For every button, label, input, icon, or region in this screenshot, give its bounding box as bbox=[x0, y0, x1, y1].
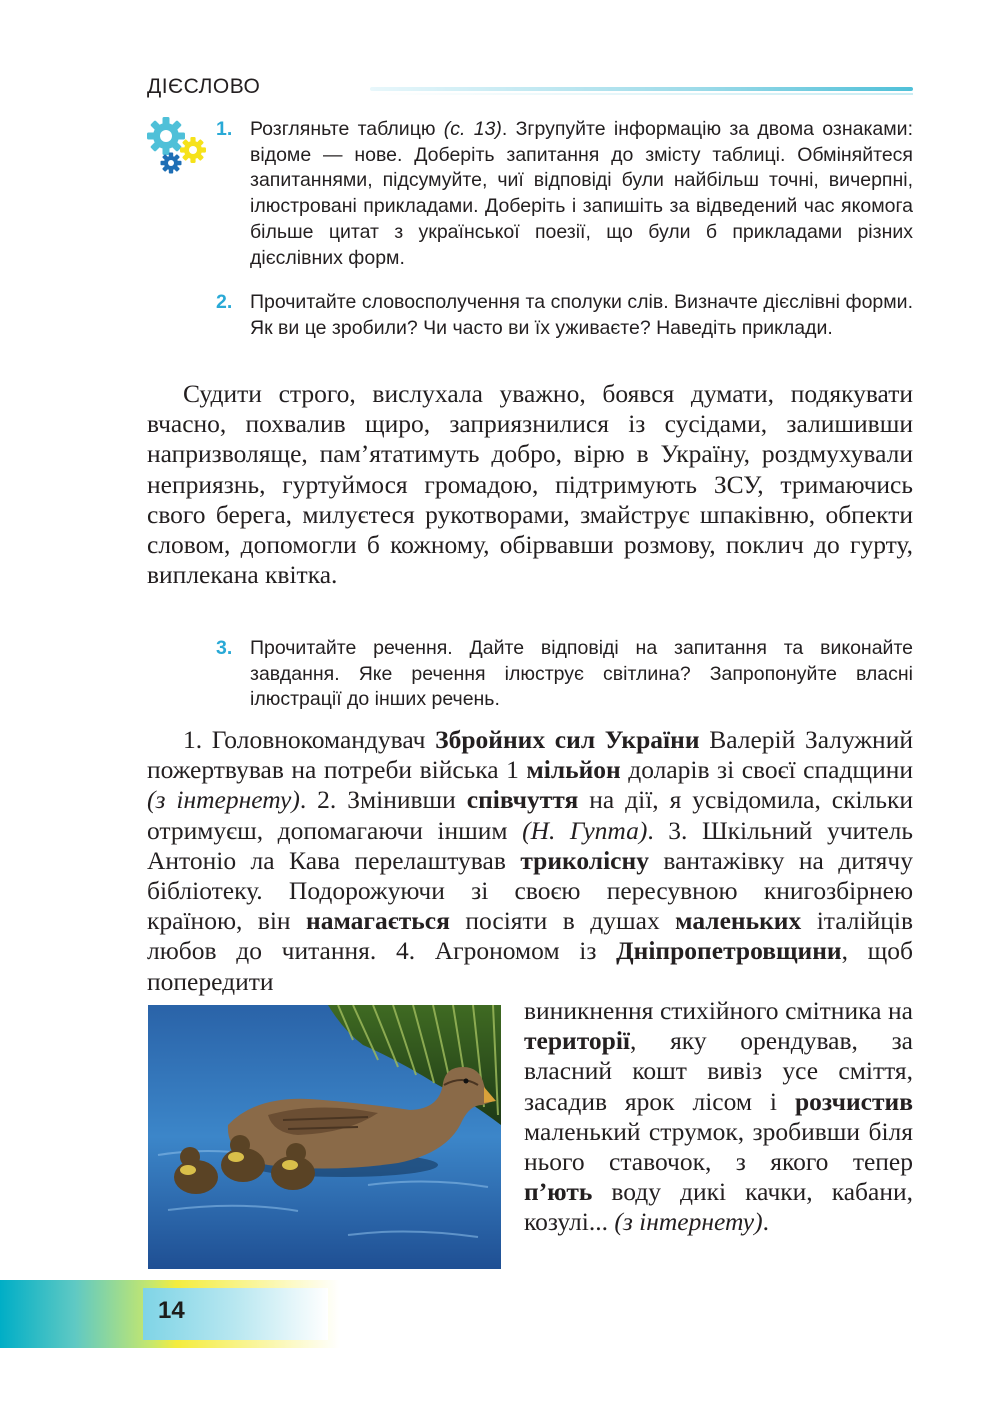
task-2 bbox=[216, 290, 913, 341]
source-citation: (Н. Гупта) bbox=[522, 815, 648, 845]
task-number: 1. bbox=[216, 118, 233, 140]
header-rule bbox=[370, 87, 913, 91]
ducks-illustration bbox=[148, 1005, 501, 1269]
source-citation: (з інтернету) bbox=[614, 1207, 763, 1237]
duck-photo bbox=[148, 1005, 501, 1269]
task-3 bbox=[216, 636, 913, 713]
header-rule-shadow bbox=[370, 93, 913, 95]
source-citation: (з інтернету) bbox=[147, 785, 300, 815]
page-reference: (с. 13) bbox=[443, 118, 502, 140]
section-title: ДІЄСЛОВО bbox=[147, 75, 261, 98]
sentences-paragraph: 1. Головнокомандувач Збройних сил України Валерій Залужний пожертвував на потреби війська 1 мільйон доларів зі своєї спадщини (з інтернету). 2. Змінивши співчуття на дії, я усвідомила, скільки отримуєш, допомагаючи іншим (Н. Гупта). 3. Шкільний учитель Антоніо ла Кава перелаштував триколісну вантажівку на дитячу бібліотеку. Подорожуючи зі своєю пересувною книгозбірнею країною, він намагається посіяти в душах маленьких італійців любов до читання. 4. Агрономом із Дніпропетровщини, щоб попередити bbox=[147, 725, 914, 996]
task-number: 2. bbox=[216, 291, 233, 313]
phrases-paragraph: Судити строго, вислухала уважно, боявся думати, подякувати вчасно, похвалив щиро, заприязнилися із сусідами, залишивши напризволяще, пам’ятатимуть добро, вірю в Україну, роздмухували неприязнь, гуртуймося громадою, підтримують ЗСУ, тримаючись свого берега, милуєтеся рукотворами, змайструє шпаківню, обпекти словом, допомогли б кожному, обірвавши розмову, поклич до гурту, виплекана квітка. bbox=[147, 379, 913, 590]
task-text: Прочитайте словосполучення та сполуки слів. Визначте дієслівні форми. Як ви це зробили? Чи часто ви їх уживаєте? Наведіть приклади. bbox=[250, 291, 913, 339]
gears-icon bbox=[146, 116, 210, 182]
page-number: 14 bbox=[158, 1297, 185, 1324]
task-text: Прочитайте речення. Дайте відповіді на запитання та виконайте завдання. Яке речення ілюструє світлина? Запропонуйте власні ілюстрації до інших речень. bbox=[250, 637, 913, 711]
sentence-4-continuation: виникнення стихійного смітника на території, яку орендував, за власний кошт вивіз усе сміття, засадив ярок лісом і розчистив маленький струмок, зробивши біля нього ставочок, з якого тепер п’ють воду дикі качки, кабани, козулі... (з інтернету). bbox=[524, 996, 913, 1237]
task-1 bbox=[216, 117, 913, 271]
task-text: Розгляньте таблицю (с. 13). Згрупуйте інформацію за двома ознаками: відоме — нове. Доберіть запитання до змісту таблиці. Обміняйтеся запитаннями, підсумуйте, чиї відповіді були найбільш точні, вичерпні, ілюстровані прикладами. Доберіть і запишіть за відведений час якомога більше цитат з української поезії, що були б прикладами різних дієслівних форм. bbox=[250, 118, 913, 269]
task-number: 3. bbox=[216, 637, 233, 659]
